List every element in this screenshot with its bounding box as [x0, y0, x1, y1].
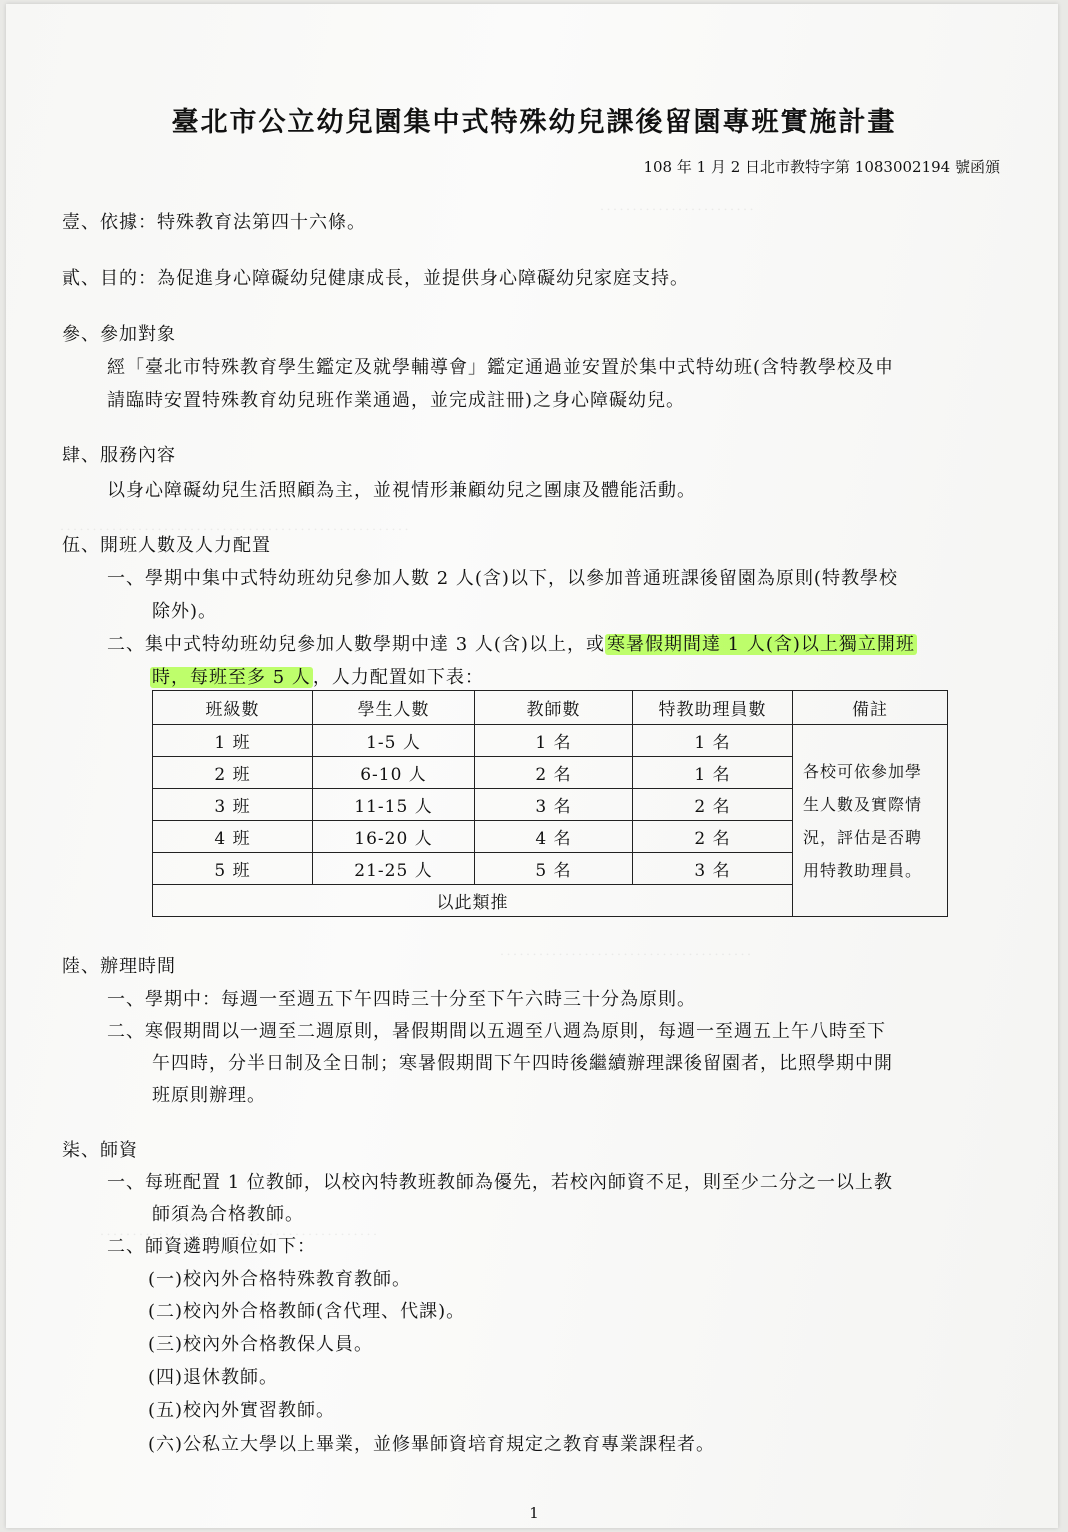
- table-cell: 4 名: [475, 821, 633, 853]
- section-6-heading: 陸、辦理時間: [62, 956, 176, 977]
- table-cell: 3 名: [475, 789, 633, 821]
- section-6-item-2-cont: 午四時，分半日制及全日制；寒暑假期間下午四時後繼續辦理課後留園者，比照學期中開: [152, 1053, 893, 1074]
- table-cell: 1 名: [633, 757, 793, 789]
- section-5-item-2-text: ，人力配置如下表：: [312, 667, 484, 688]
- table-cell: 2 名: [633, 789, 793, 821]
- table-cell: 2 班: [153, 757, 313, 789]
- section-3-line: 經「臺北市特殊教育學生鑑定及就學輔導會」鑑定通過並安置於集中式特幼班(含特教學校及申: [107, 357, 895, 378]
- section-5-item-1: 一、學期中集中式特幼班幼兒參加人數 2 人(含)以下，以參加普通班課後留園為原則(特教學校: [107, 568, 898, 589]
- teacher-priority-item: (二)校內外合格教師(含代理、代課)。: [148, 1301, 466, 1322]
- document-reference: 108 年 1 月 2 日北市教特字第 1083002194 號函頒: [643, 158, 1000, 176]
- section-6-item-2: 二、寒假期間以一週至二週原則，暑假期間以五週至八週為原則，每週一至週五上午八時至下: [107, 1021, 886, 1042]
- section-7-item-1: 一、每班配置 1 位教師，以校內特教班教師為優先，若校內師資不足，則至少二分之一以上教: [107, 1172, 893, 1193]
- teacher-priority-item: (三)校內外合格教保人員。: [148, 1334, 374, 1355]
- highlighted-text: 時，每班至多 5 人: [152, 667, 311, 688]
- section-6-item-1: 一、學期中：每週一至週五下午四時三十分至下午六時三十分為原則。: [107, 989, 696, 1010]
- table-cell: 3 名: [633, 853, 793, 885]
- bleed-through-text: ．．．．．．．．．．．．．．．．．．．．．．．．．．．．．．．．．．．．．．．．．．．．．．．．．．．．．．: [60, 519, 418, 534]
- table-note-cell: 各校可依參加學生人數及實際情況，評估是否聘用特教助理員。: [793, 725, 948, 917]
- section-5-item-2-cont: [150, 663, 484, 689]
- teacher-priority-item: (六)公私立大學以上畢業，並修畢師資培育規定之教育專業課程者。: [148, 1434, 716, 1455]
- table-cell: 4 班: [153, 821, 313, 853]
- table-header-cell: 教師數: [475, 691, 633, 725]
- table-header-cell: 學生人數: [313, 691, 475, 725]
- table-cell: 1 名: [633, 725, 793, 757]
- table-cell: 5 名: [475, 853, 633, 885]
- table-cell: 1 班: [153, 725, 313, 757]
- section-4-line: 以身心障礙幼兒生活照顧為主，並視情形兼顧幼兒之團康及體能活動。: [107, 480, 696, 501]
- table-header-row: [153, 691, 948, 725]
- table-row: [153, 725, 948, 757]
- staffing-table: [152, 690, 948, 917]
- section-5-item-2: [107, 630, 917, 656]
- section-5-item-2-text: 二、集中式特幼班幼兒參加人數學期中達 3 人(含)以上，或: [107, 634, 605, 655]
- table-footer-cell: 以此類推: [153, 885, 793, 917]
- section-5-heading: 伍、開班人數及人力配置: [62, 535, 271, 556]
- table-header-cell: 備註: [793, 691, 948, 725]
- section-6-item-2-cont: 班原則辦理。: [152, 1085, 266, 1106]
- section-3-heading: 參、參加對象: [62, 324, 176, 345]
- table-cell: 16-20 人: [313, 821, 475, 853]
- table-cell: 1 名: [475, 725, 633, 757]
- section-7-heading: 柒、師資: [62, 1140, 138, 1161]
- teacher-priority-item: (五)校內外實習教師。: [148, 1400, 336, 1421]
- section-5-item-1-cont: 除外)。: [152, 601, 218, 622]
- page-number: 1: [529, 1504, 539, 1522]
- section-1: 壹、依據：特殊教育法第四十六條。: [62, 212, 366, 233]
- table-cell: 6-10 人: [313, 757, 475, 789]
- table-header-cell: 特教助理員數: [633, 691, 793, 725]
- teacher-priority-item: (四)退休教師。: [148, 1367, 279, 1388]
- table-cell: 2 名: [475, 757, 633, 789]
- table-header-cell: 班級數: [153, 691, 313, 725]
- table-cell: 1-5 人: [313, 725, 475, 757]
- document-title: 臺北市公立幼兒園集中式特殊幼兒課後留園專班實施計畫: [171, 107, 897, 138]
- table-cell: 5 班: [153, 853, 313, 885]
- highlighted-text: 寒暑假期間達 1 人(含)以上獨立開班: [606, 634, 915, 655]
- table-cell: 21-25 人: [313, 853, 475, 885]
- bleed-through-text: ．．．．．．．．．．．．．．．．．．．．．．．．．．．．．．．．．．．．．．．: [500, 944, 761, 959]
- section-3-line: 請臨時安置特殊教育幼兒班作業通過，並完成註冊)之身心障礙幼兒。: [107, 390, 686, 411]
- section-2: 貳、目的：為促進身心障礙幼兒健康成長，並提供身心障礙幼兒家庭支持。: [62, 268, 689, 289]
- table-cell: 11-15 人: [313, 789, 475, 821]
- section-7-item-2: 二、師資遴聘順位如下：: [107, 1236, 316, 1257]
- teacher-priority-item: (一)校內外合格特殊教育教師。: [148, 1269, 412, 1290]
- table-cell: 2 名: [633, 821, 793, 853]
- bleed-through-text: ．．．．．．．．．．．．．．．．．．．．．．．．: [600, 199, 763, 214]
- section-4-heading: 肆、服務內容: [62, 445, 176, 466]
- bleed-through-text: ．．．．．．．．．．．．．．．．．．．．．．．．．．．．．．．．．．．．．．．．．．．: [100, 1224, 387, 1239]
- section-7-item-1-cont: 師須為合格教師。: [152, 1204, 304, 1225]
- table-cell: 3 班: [153, 789, 313, 821]
